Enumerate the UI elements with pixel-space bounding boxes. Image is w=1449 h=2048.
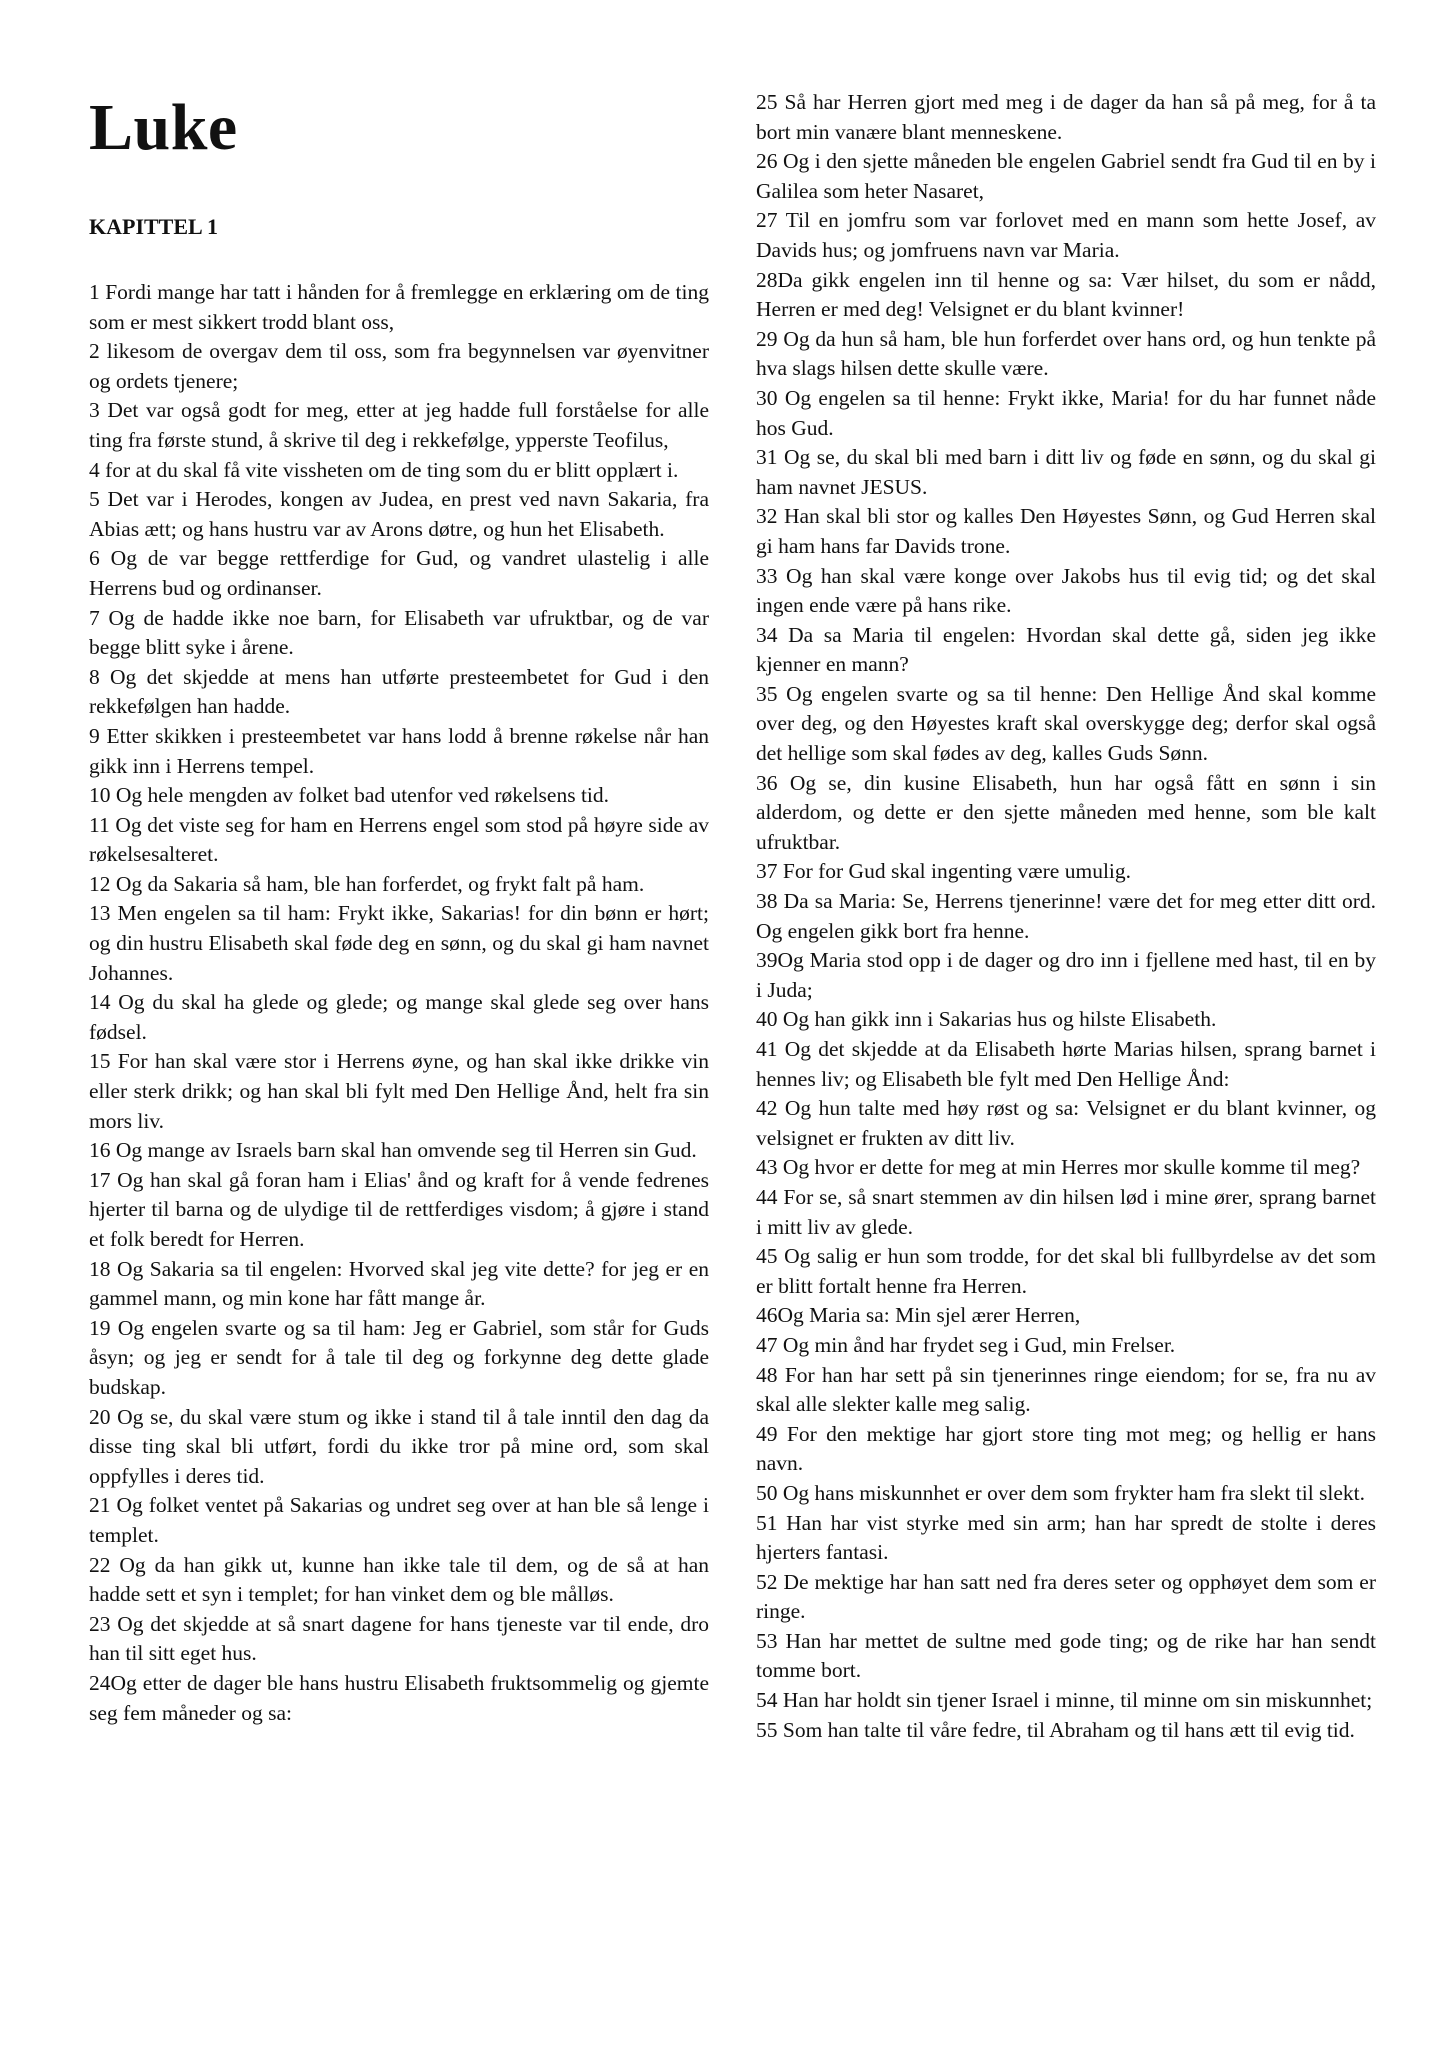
- right-verse-list: [756, 88, 1376, 1745]
- verse-paragraph: 1 Fordi mange har tatt i hånden for å fremlegge en erklæring om de ting som er mest sikkert trodd blant oss,: [89, 280, 709, 334]
- verse-paragraph: 37 For for Gud skal ingenting være umulig.: [756, 859, 1132, 884]
- verse-paragraph: 31 Og se, du skal bli med barn i ditt liv og føde en sønn, og du skal gi ham navnet JESUS.: [756, 445, 1376, 499]
- verse-paragraph: 55 Som han talte til våre fedre, til Abraham og til hans ætt til evig tid.: [756, 1717, 1355, 1742]
- verse-paragraph: 40 Og han gikk inn i Sakarias hus og hilste Elisabeth.: [756, 1007, 1217, 1032]
- verse-paragraph: 20 Og se, du skal være stum og ikke i stand til å tale inntil den dag da disse ting skal bli utført, fordi du ikke tror på mine ord, som skal oppfylles i deres tid.: [89, 1404, 709, 1488]
- verse-paragraph: 41 Og det skjedde at da Elisabeth hørte Marias hilsen, sprang barnet i hennes liv; og Elisabeth ble fylt med Den Hellige Ånd:: [756, 1037, 1376, 1091]
- verse-paragraph: 39Og Maria stod opp i de dager og dro inn i fjellene med hast, til en by i Juda;: [756, 948, 1376, 1002]
- verse-paragraph: 36 Og se, din kusine Elisabeth, hun har også fått en sønn i sin alderdom, og dette er den sjette måneden med henne, som ble kalt ufruktbar.: [756, 770, 1376, 854]
- verse-paragraph: 34 Da sa Maria til engelen: Hvordan skal dette gå, siden jeg ikke kjenner en mann?: [756, 622, 1376, 677]
- verse-paragraph: 19 Og engelen svarte og sa til ham: Jeg er Gabriel, som står for Guds åsyn; og jeg er sendt for å tale til deg og forkynne deg dette glade budskap.: [89, 1315, 709, 1399]
- verse-paragraph: 54 Han har holdt sin tjener Israel i minne, til minne om sin miskunnhet;: [756, 1688, 1373, 1713]
- verse-paragraph: 33 Og han skal være konge over Jakobs hus til evig tid; og det skal ingen ende være på hans rike.: [756, 563, 1376, 618]
- verse-paragraph: 29 Og da hun så ham, ble hun forferdet over hans ord, og hun tenkte på hva slags hilsen dette skulle være.: [756, 326, 1376, 381]
- verse-paragraph: 48 For han har sett på sin tjenerinnes ringe eiendom; for se, fra nu av skal alle slekter kalle meg salig.: [756, 1362, 1376, 1417]
- verse-paragraph: 23 Og det skjedde at så snart dagene for hans tjeneste var til ende, dro han til sitt eget hus.: [89, 1611, 709, 1666]
- verse-paragraph: 26 Og i den sjette måneden ble engelen Gabriel sendt fra Gud til en by i Galilea som heter Nasaret,: [756, 149, 1376, 203]
- verse-paragraph: 42 Og hun talte med høy røst og sa: Velsignet er du blant kvinner, og velsignet er frukten av ditt liv.: [756, 1096, 1376, 1150]
- verse-paragraph: 22 Og da han gikk ut, kunne han ikke tale til dem, og de så at han hadde sett et syn i templet; for han vinket dem og ble målløs.: [89, 1552, 709, 1607]
- verse-paragraph: 7 Og de hadde ikke noe barn, for Elisabeth var ufruktbar, og de var begge blitt syke i årene.: [89, 605, 709, 660]
- verse-paragraph: 52 De mektige har han satt ned fra deres seter og opphøyet dem som er ringe.: [756, 1569, 1376, 1624]
- verse-paragraph: 3 Det var også godt for meg, etter at jeg hadde full forståelse for alle ting fra første stund, å skrive til deg i rekkefølge, ypperste Teofilus,: [89, 398, 709, 452]
- verse-paragraph: 30 Og engelen sa til henne: Frykt ikke, Maria! for du har funnet nåde hos Gud.: [756, 385, 1376, 440]
- verse-paragraph: 43 Og hvor er dette for meg at min Herres mor skulle komme til meg?: [756, 1155, 1361, 1180]
- verse-paragraph: 47 Og min ånd har frydet seg i Gud, min Frelser.: [756, 1332, 1176, 1357]
- verse-paragraph: 44 For se, så snart stemmen av din hilsen lød i mine ører, sprang barnet i mitt liv av glede.: [756, 1184, 1376, 1239]
- verse-paragraph: 2 likesom de overgav dem til oss, som fra begynnelsen var øyenvitner og ordets tjenere;: [89, 339, 709, 393]
- verse-paragraph: 27 Til en jomfru som var forlovet med en mann som hette Josef, av Davids hus; og jomfruens navn var Maria.: [756, 208, 1376, 262]
- verse-paragraph: 10 Og hele mengden av folket bad utenfor ved røkelsens tid.: [89, 783, 610, 808]
- verse-paragraph: 38 Da sa Maria: Se, Herrens tjenerinne! være det for meg etter ditt ord. Og engelen gikk bort fra henne.: [756, 889, 1376, 943]
- verse-paragraph: 50 Og hans miskunnhet er over dem som frykter ham fra slekt til slekt.: [756, 1480, 1366, 1505]
- right-column: [756, 88, 1376, 1745]
- verse-paragraph: 11 Og det viste seg for ham en Herrens engel som stod på høyre side av røkelsesalteret.: [89, 812, 709, 867]
- verse-paragraph: 12 Og da Sakaria så ham, ble han forferdet, og frykt falt på ham.: [89, 871, 645, 896]
- verse-paragraph: 15 For han skal være stor i Herrens øyne, og han skal ikke drikke vin eller sterk drikk; og han skal bli fylt med Den Hellige Ånd, helt fra sin mors liv.: [89, 1049, 709, 1133]
- verse-paragraph: 46Og Maria sa: Min sjel ærer Herren,: [756, 1303, 1081, 1328]
- verse-paragraph: 13 Men engelen sa til ham: Frykt ikke, Sakarias! for din bønn er hørt; og din hustru Elisabeth skal føde deg en sønn, og du skal gi ham navnet Johannes.: [89, 901, 709, 985]
- verse-paragraph: 49 For den mektige har gjort store ting mot meg; og hellig er hans navn.: [756, 1421, 1376, 1476]
- verse-paragraph: 25 Så har Herren gjort med meg i de dager da han så på meg, for å ta bort min vanære blant menneskene.: [756, 90, 1376, 144]
- verse-paragraph: 51 Han har vist styrke med sin arm; han har spredt de stolte i deres hjerters fantasi.: [756, 1510, 1376, 1565]
- chapter-heading: KAPITTEL 1: [89, 214, 218, 239]
- verse-paragraph: 14 Og du skal ha glede og glede; og mange skal glede seg over hans fødsel.: [89, 990, 709, 1044]
- verse-paragraph: 5 Det var i Herodes, kongen av Judea, en prest ved navn Sakaria, fra Abias ætt; og hans hustru var av Arons døtre, og hun het Elisabeth.: [89, 487, 709, 541]
- left-verse-list: [89, 278, 709, 1728]
- verse-paragraph: 18 Og Sakaria sa til engelen: Hvorved skal jeg vite dette? for jeg er en gammel mann, og min kone har fått mange år.: [89, 1256, 709, 1311]
- verse-paragraph: 35 Og engelen svarte og sa til henne: Den Hellige Ånd skal komme over deg, og den Høyestes kraft skal overskygge deg; derfor skal også det hellige som skal fødes av deg, kalles Guds Sønn.: [756, 681, 1376, 766]
- verse-paragraph: 24Og etter de dager ble hans hustru Elisabeth fruktsommelig og gjemte seg fem måneder og sa:: [89, 1670, 709, 1725]
- left-column: [89, 88, 709, 1728]
- verse-paragraph: 45 Og salig er hun som trodde, for det skal bli fullbyrdelse av det som er blitt fortalt henne fra Herren.: [756, 1244, 1376, 1298]
- verse-paragraph: 6 Og de var begge rettferdige for Gud, og vandret ulastelig i alle Herrens bud og ordinanser.: [89, 546, 709, 600]
- book-title: Luke: [89, 91, 238, 164]
- verse-paragraph: 8 Og det skjedde at mens han utførte presteembetet for Gud i den rekkefølgen han hadde.: [89, 664, 709, 719]
- verse-paragraph: 28Da gikk engelen inn til henne og sa: Vær hilset, du som er nådd, Herren er med deg! Velsignet er du blant kvinner!: [756, 267, 1376, 322]
- verse-paragraph: 53 Han har mettet de sultne med gode ting; og de rike har han sendt tomme bort.: [756, 1628, 1376, 1683]
- verse-paragraph: 9 Etter skikken i presteembetet var hans lodd å brenne røkelse når han gikk inn i Herrens tempel.: [89, 723, 709, 778]
- verse-paragraph: 17 Og han skal gå foran ham i Elias' ånd og kraft for å vende fedrenes hjerter til barna og de ulydige til de rettferdiges visdom; å gjøre i stand et folk beredt for Herren.: [89, 1167, 709, 1251]
- verse-paragraph: 32 Han skal bli stor og kalles Den Høyestes Sønn, og Gud Herren skal gi ham hans far Davids trone.: [756, 504, 1376, 558]
- verse-paragraph: 16 Og mange av Israels barn skal han omvende seg til Herren sin Gud.: [89, 1138, 697, 1163]
- verse-paragraph: 21 Og folket ventet på Sakarias og undret seg over at han ble så lenge i templet.: [89, 1493, 709, 1547]
- verse-paragraph: 4 for at du skal få vite vissheten om de ting som du er blitt opplært i.: [89, 457, 679, 482]
